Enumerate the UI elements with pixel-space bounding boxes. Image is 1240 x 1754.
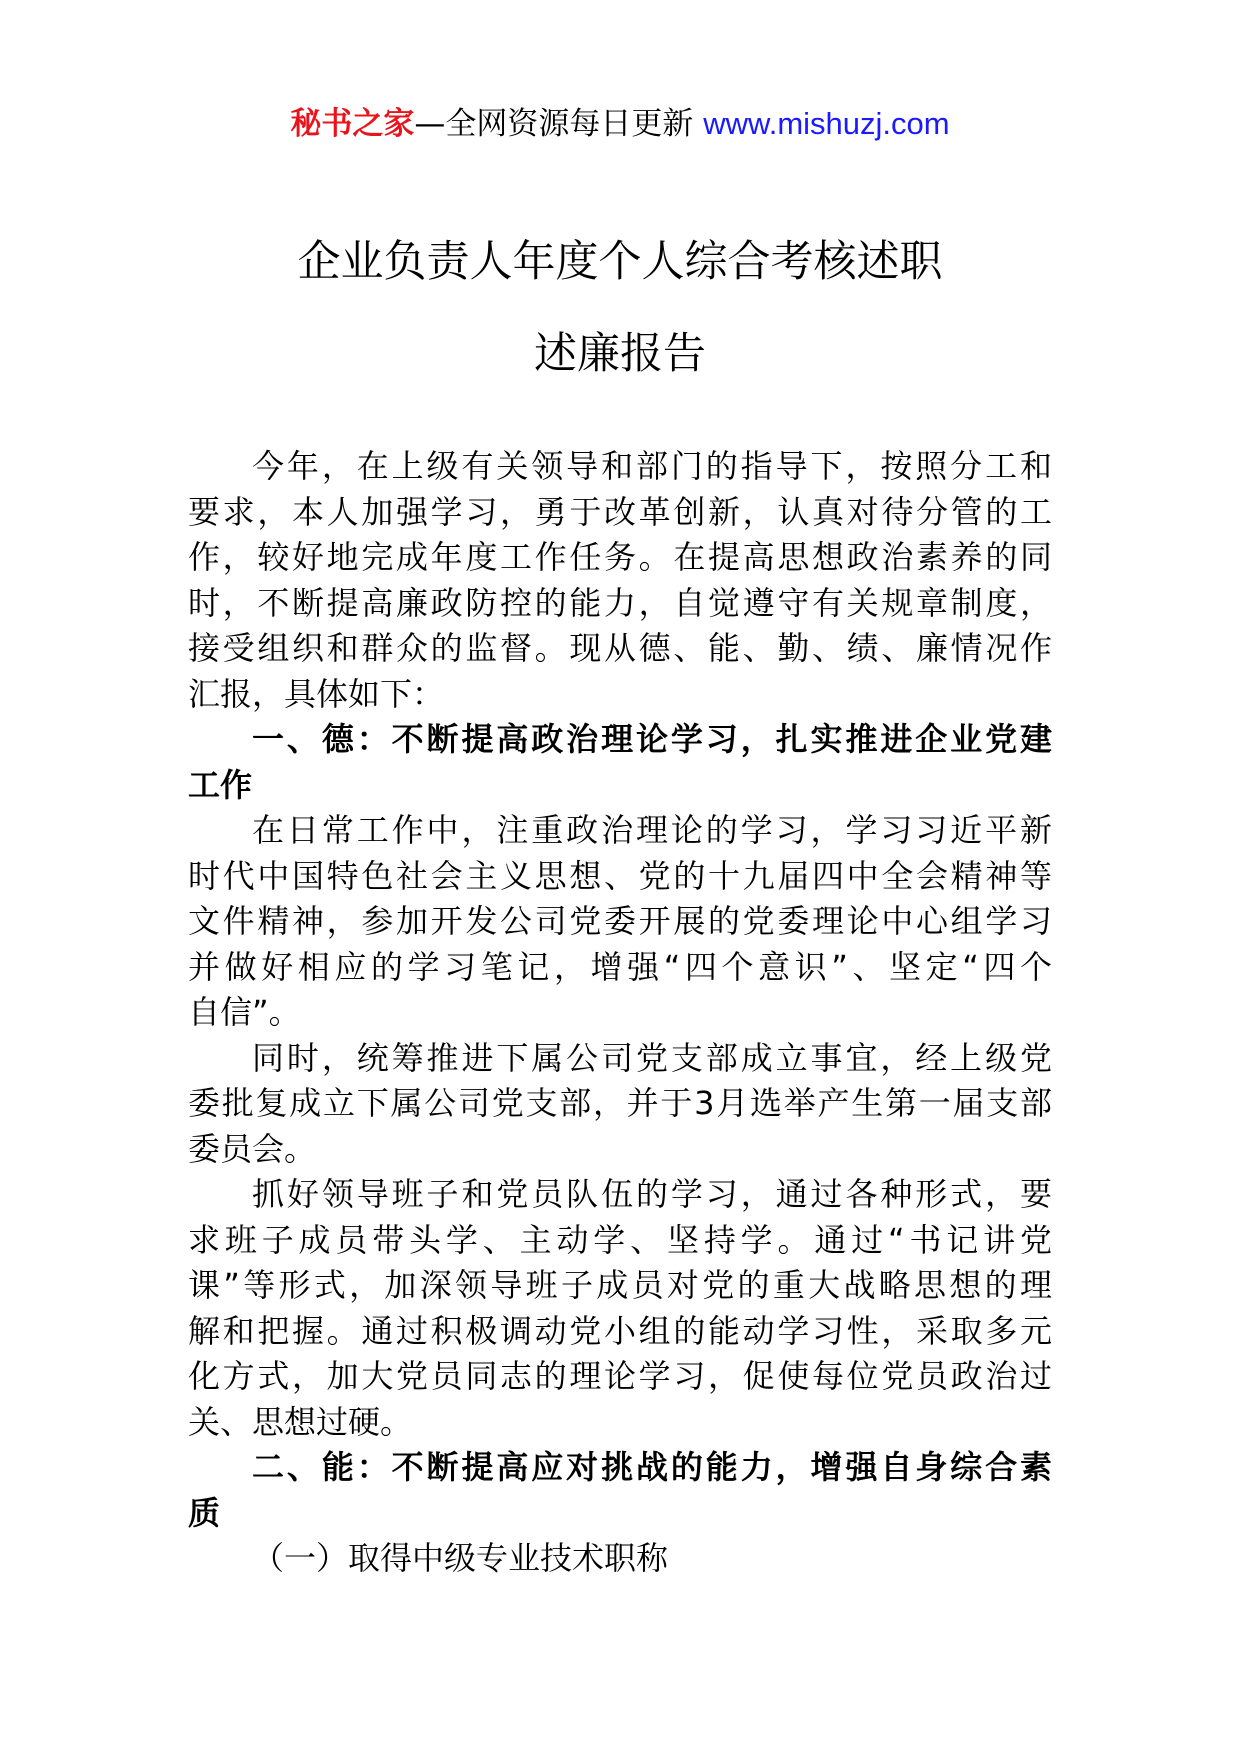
paragraph-line: 并做好相应的学习笔记，增强“四个意识”、坚定“四个 — [188, 947, 1052, 986]
paragraph-line: 化方式，加大党员同志的理论学习，促使每位党员政治过 — [188, 1357, 1052, 1395]
site-header — [0, 100, 1240, 148]
paragraph-line: 解和把握。通过积极调动党小组的能动学习性，采取多元 — [188, 1311, 1052, 1350]
paragraph-line: 时，不断提高廉政防控的能力，自觉遵守有关规章制度， — [188, 583, 1052, 622]
site-url-link[interactable]: www.mishuzj.com — [703, 106, 950, 141]
section-heading: 二、能：不断提高应对挑战的能力，增强自身综合素 — [252, 1448, 1052, 1486]
paragraph-line: 在日常工作中，注重政治理论的学习，学习习近平新 — [252, 811, 1052, 849]
paragraph-line: 接受组织和群众的监督。现从德、能、勤、绩、廉情况作 — [188, 629, 1052, 667]
paragraph-line: 同时，统筹推进下属公司党支部成立事宜，经上级党 — [252, 1038, 1052, 1077]
paragraph-line: 课”等形式，加深领导班子成员对党的重大战略思想的理 — [188, 1266, 1052, 1304]
header-slogan: —全网资源每日更新 — [414, 106, 704, 142]
paragraph-line: 今年，在上级有关领导和部门的指导下，按照分工和 — [252, 447, 1052, 485]
brand-name: 秘书之家 — [290, 106, 415, 142]
paragraph-line: 要求，本人加强学习，勇于改革创新，认真对待分管的工 — [188, 492, 1052, 531]
section-heading: 一、德：不断提高政治理论学习，扎实推进企业党建 — [252, 720, 1052, 758]
document-title-line-1: 企业负责人年度个人综合考核述职 — [297, 237, 943, 287]
paragraph-line: 委批复成立下属公司党支部，并于3月选举产生第一届支部 — [188, 1084, 1052, 1122]
paragraph-line: 委员会。 — [188, 1129, 317, 1168]
subsection-heading: （一）取得中级专业技术职称 — [252, 1539, 669, 1577]
paragraph-line: 汇报，具体如下： — [188, 674, 445, 713]
paragraph-line: 求班子成员带头学、主动学、坚持学。通过“书记讲党 — [188, 1220, 1052, 1259]
document-body — [188, 444, 1052, 1582]
paragraph-line: 作，较好地完成年度工作任务。在提高思想政治素养的同 — [188, 538, 1052, 576]
paragraph-line: 时代中国特色社会主义思想、党的十九届四中全会精神等 — [188, 856, 1052, 895]
paragraph-line: 文件精神，参加开发公司党委开展的党委理论中心组学习 — [188, 902, 1052, 940]
section-heading: 质 — [188, 1493, 221, 1532]
paragraph-line: 自信”。 — [188, 993, 301, 1031]
paragraph-line: 关、思想过硬。 — [188, 1402, 413, 1441]
paragraph-line: 抓好领导班子和党员队伍的学习，通过各种形式，要 — [252, 1175, 1052, 1213]
document-title-line-2: 述廉报告 — [534, 329, 706, 379]
section-heading: 工作 — [188, 765, 253, 804]
